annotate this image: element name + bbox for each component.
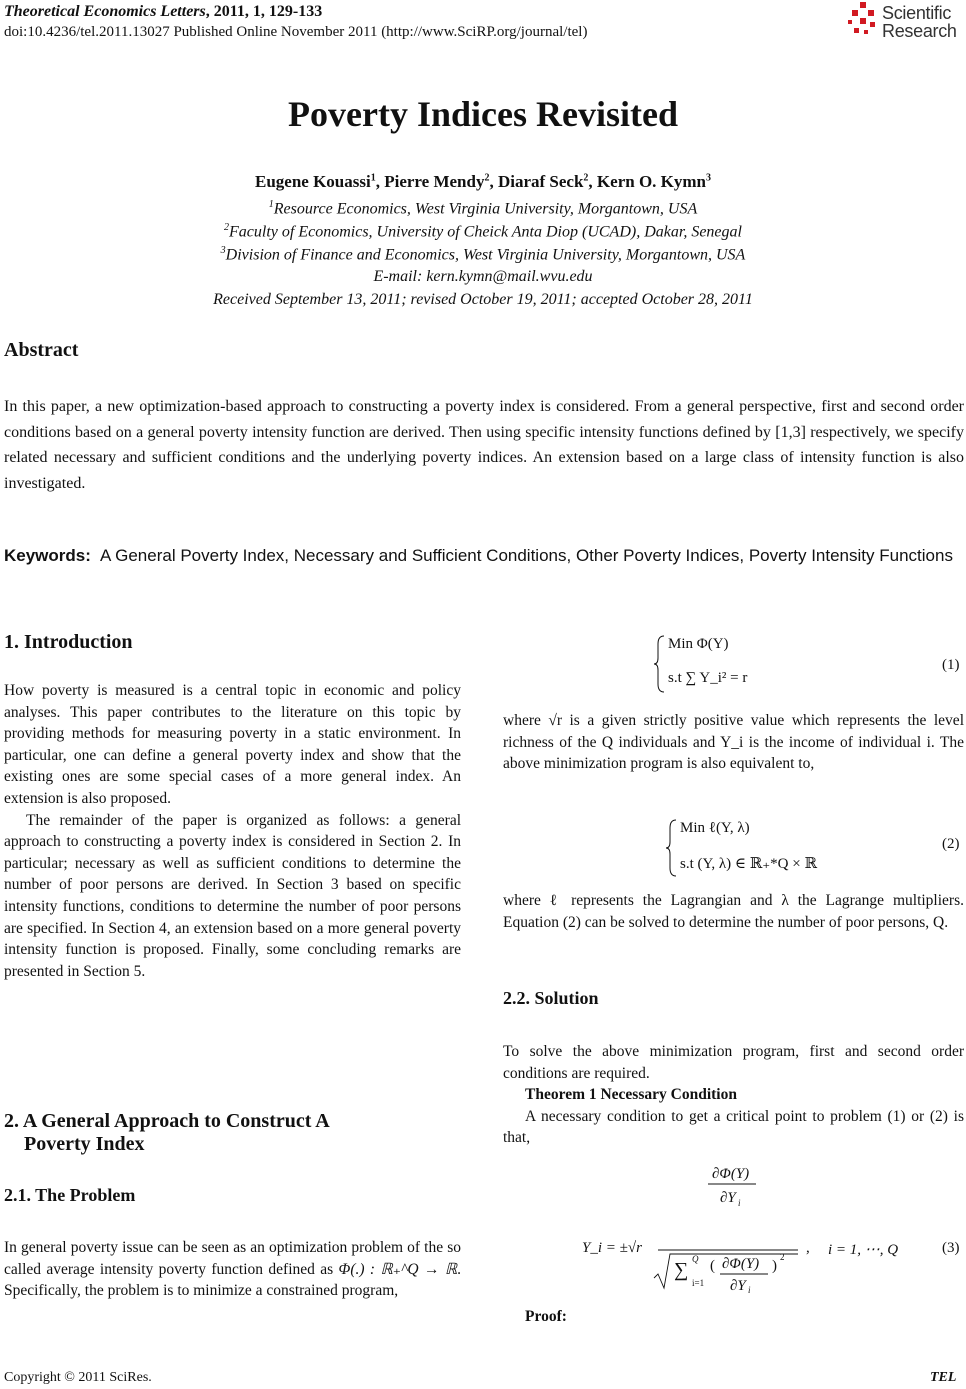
equation-number: (1) [942,657,960,673]
footer-copyright: Copyright © 2011 SciRes. [4,1370,152,1385]
svg-text:i: i [738,1198,741,1208]
paragraph: To solve the above minimization program, first and second order conditions are required. [503,1043,964,1082]
paragraph: The remainder of the paper is organized as follows: a general approach to constructing a poverty index is considered in Section 2. In particular; necessary as well as sufficient conditions to determine the number of poor persons are derived. In Section 3 based on specific intensity functions, conditions to determine the number of poor persons are specified. In Section 4, an extension based on a more general poverty intensity function is proposed. Finally, some concluding remarks are presented in Section 5. [4,811,461,980]
inline-math: Φ(.) : ℝ₊^Q → ℝ [338,1260,458,1278]
paragraph: How poverty is measured is a central topic in economic and policy analyses. This paper contributes to the literature on this topic by providing methods for measuring poverty in a static environment. In particular, one can define a general poverty index and show that the existing ones are some special cases of a more general index. An extension is also proposed. [4,682,461,807]
logo-square [860,2,866,8]
equation-3-range: i = 1, ⋯, Q [828,1242,899,1258]
journal-name: Theoretical Economics Letters [4,3,206,20]
solution-text [503,1041,964,1149]
doi-line: doi:10.4236/tel.2011.13027 Published Online November 2011 (http://www.SciRP.org/journal/tel) [4,24,588,40]
logo-square [868,10,874,16]
keywords-text: A General Poverty Index, Necessary and Sufficient Conditions, Other Poverty Indices, Poverty Intensity Functions [100,546,953,565]
logo-square [854,28,859,33]
svg-text:∂Φ(Y): ∂Φ(Y) [712,1166,750,1182]
logo-square [860,18,866,24]
svg-text:∂Y: ∂Y [730,1278,746,1294]
publisher-logo [848,2,966,42]
logo-square [864,30,868,34]
section-2-heading: 2. A General Approach to Construct A Poverty Index [4,1110,330,1155]
author-name: , Kern O. Kymn [588,172,707,191]
paper-title: Poverty Indices Revisited [288,94,678,134]
logo-square [852,10,858,16]
svg-text:i: i [748,1285,751,1295]
equation-line: Min ℓ(Y, λ) [680,820,750,836]
author-affil-mark: 2 [484,172,490,184]
subsection-2-1-heading: 2.1. The Problem [4,1185,136,1205]
footer-journal: TEL [930,1370,957,1385]
author-affil-mark: 3 [706,172,712,184]
equation-3-lhs: Y_i = ±√r [582,1240,642,1256]
equation-number: (3) [942,1240,960,1256]
affiliation-1: $^1$Resource Economics, West Virginia University, Morgantown, USA [268,199,698,218]
svg-text:i=1: i=1 [692,1278,705,1288]
paragraph-part: . Specifically, the problem is to minimize a constrained program, [4,1260,462,1300]
svg-text:∂Φ(Y): ∂Φ(Y) [722,1256,760,1272]
equation-number: (2) [942,836,960,852]
paragraph-part: In general poverty issue can be seen as an optimization problem of the so called average intensity poverty function defined as [4,1239,461,1278]
email-line: E-mail: kern.kymn@mail.wvu.edu [373,268,593,285]
abstract-text: In this paper, a new optimization-based approach to constructing a poverty index is considered. From a general perspective, first and second order conditions based on a general poverty intensity function are derived. Then using specific intensity functions defined by [1,3] respectively, we specify related necessary and sufficient conditions and the underlying poverty indices. An extension based on a large class of intensity function is also investigated. [4,398,964,492]
author-name: Eugene Kouassi [254,172,371,191]
problem-text [4,1237,461,1302]
theorem-heading: Theorem 1 Necessary Condition [525,1086,737,1104]
journal-volume: , 2011, 1, 129-133 [205,3,323,20]
brace-icon [654,634,666,694]
svg-text:(: ( [710,1258,715,1274]
equation-line: s.t (Y, λ) ∈ ℝ₊*Q × ℝ [680,856,817,872]
brace-icon [666,818,678,878]
section-1-heading: 1. Introduction [4,631,133,653]
author-name: , Diaraf Seck [489,172,584,191]
affiliation-2: $^2$Faculty of Economics, University of Cheick Anta Diop (UCAD), Dakar, Senegal [224,222,742,241]
affiliation-3: $^3$Division of Finance and Economics, West Virginia University, Morgantown, USA [220,245,746,264]
svg-text:∑: ∑ [674,1259,689,1281]
svg-text:2: 2 [780,1252,785,1262]
paragraph: A necessary condition to get a critical point to problem (1) or (2) is that, [503,1107,964,1147]
keywords-label: Keywords: [4,546,91,565]
author-list [0,172,966,192]
author-affil-mark: 2 [583,172,589,184]
logo-square [870,22,875,27]
equation-3-fraction [648,1160,808,1295]
where-paragraph-2: where ℓ represents the Lagrangian and λ the Lagrange multipliers. Equation (2) can be solved to determine the number of poor persons, Q. [503,892,964,931]
intro-text [4,680,461,982]
logo-text-line2: Research [882,21,957,41]
logo-text-line1: Scientific [882,3,952,23]
author-affil-mark: 1 [370,172,376,184]
where-paragraph-1: where √r is a given strictly positive value which represents the level richness of the Q individuals and Y_i is the income of individual i. The above minimization program is also equivalent to, [503,712,964,773]
keywords-block [4,544,964,568]
author-name: , Pierre Mendy [375,172,485,191]
equation-line: s.t ∑ Y_i² = r [668,670,748,686]
svg-text:Q: Q [692,1254,699,1264]
journal-header [4,2,587,42]
proof-label: Proof: [525,1308,567,1325]
svg-text:∂Y: ∂Y [720,1190,736,1206]
logo-square [848,20,852,24]
received-dates: Received September 13, 2011; revised October 19, 2011; accepted October 28, 2011 [213,291,753,308]
abstract-heading: Abstract [4,339,79,361]
equation-line: Min Φ(Y) [668,636,729,652]
equation-3-separator: , [806,1240,810,1256]
svg-text:): ) [772,1258,777,1274]
subsection-2-2-heading: 2.2. Solution [503,988,599,1008]
